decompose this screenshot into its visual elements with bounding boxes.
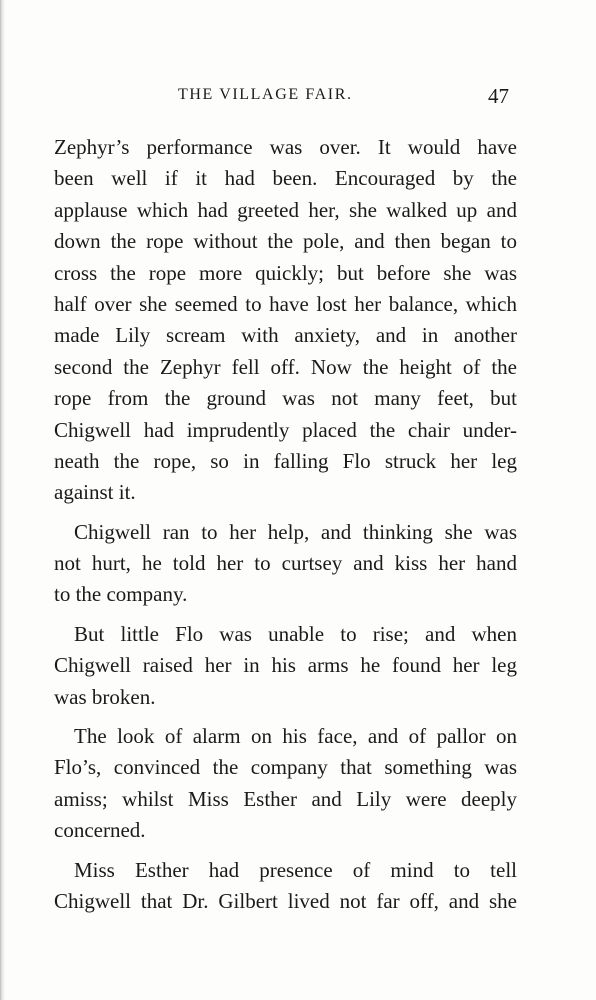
page-number: 47 <box>488 84 509 108</box>
text-line: not hurt, he told her to curtsey and kiss her hand <box>54 551 517 576</box>
text-line: down the rope without the pole, and then began to <box>54 229 517 254</box>
text-line: concerned. <box>54 818 146 843</box>
text-line: half over she seemed to have lost her balance, which <box>54 291 517 316</box>
text-line: was broken. <box>54 684 156 709</box>
text-line: Chigwell that Dr. Gilbert lived not far off, and she <box>54 888 517 913</box>
text-line: Chigwell had imprudently placed the chair under- <box>54 417 517 442</box>
running-head: THE VILLAGE FAIR. <box>178 86 353 103</box>
text-line: Chigwell raised her in his arms he found her leg <box>54 653 517 678</box>
page-edge-shadow <box>0 0 5 1000</box>
text-line: Chigwell ran to her help, and thinking she was <box>74 519 517 544</box>
paragraph <box>54 721 517 847</box>
text-line: amiss; whilst Miss Esther and Lily were deeply <box>54 786 517 811</box>
text-line: Miss Esther had presence of mind to tell <box>74 857 517 882</box>
text-line: been well if it had been. Encouraged by the <box>54 166 517 191</box>
text-line: against it. <box>54 480 136 505</box>
paragraph <box>54 517 517 611</box>
text-line: Flo’s, convinced the company that something was <box>54 755 517 780</box>
paragraph <box>54 132 517 509</box>
text-line: to the company. <box>54 582 188 607</box>
text-line: neath the rope, so in falling Flo struck her leg <box>54 448 517 473</box>
paragraph <box>54 855 517 918</box>
text-line: The look of alarm on his face, and of pallor on <box>74 724 517 749</box>
text-line: cross the rope more quickly; but before she was <box>54 260 517 285</box>
text-line: applause which had greeted her, she walked up and <box>54 197 517 222</box>
text-line: second the Zephyr fell off. Now the height of the <box>54 354 517 379</box>
text-line: But little Flo was unable to rise; and when <box>74 621 517 646</box>
paragraph <box>54 619 517 713</box>
body-text <box>54 132 517 917</box>
text-line: rope from the ground was not many feet, but <box>54 386 517 411</box>
text-line: made Lily scream with anxiety, and in another <box>54 323 517 348</box>
text-line: Zephyr’s performance was over. It would have <box>54 135 517 159</box>
